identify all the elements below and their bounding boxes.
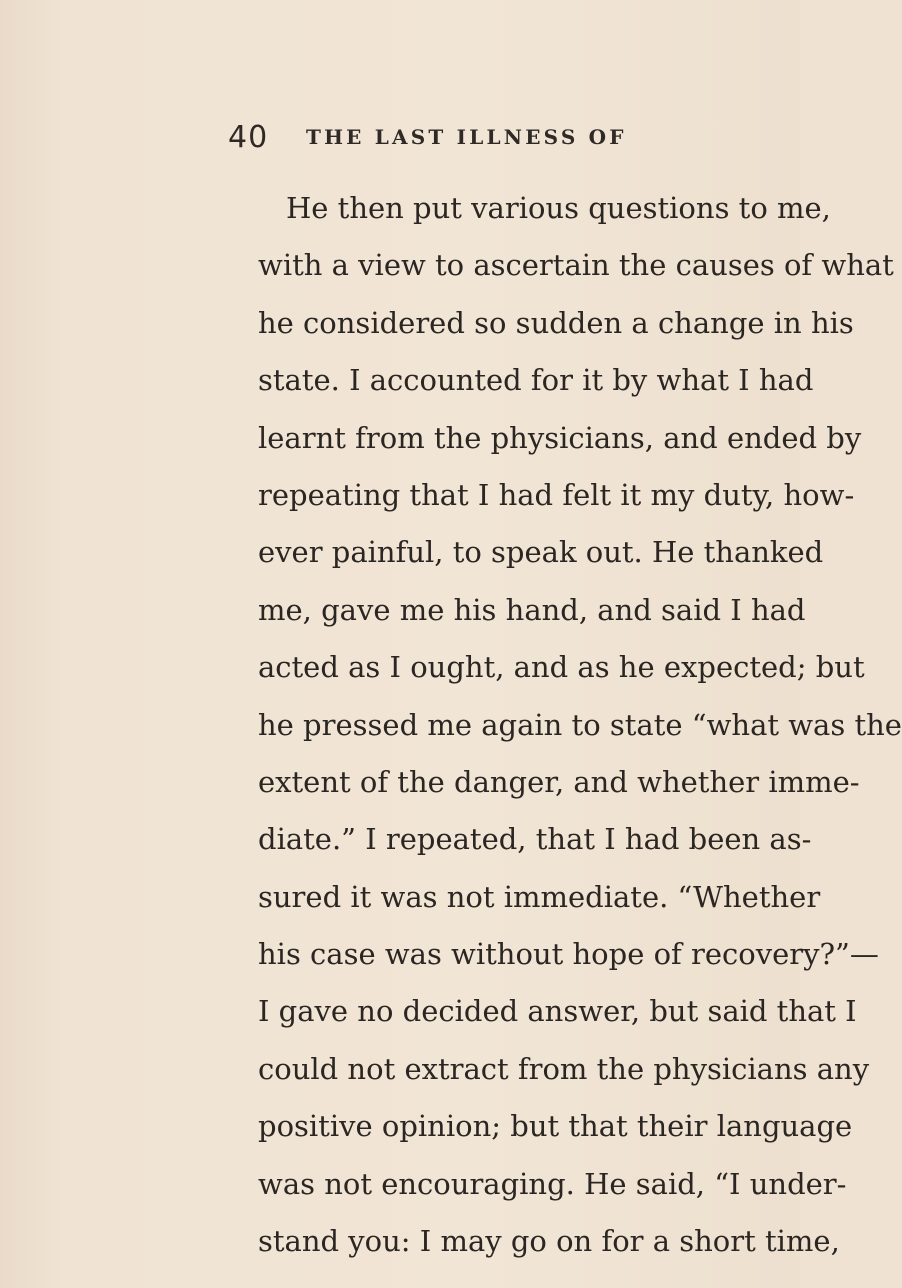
text-line: with a view to ascertain the causes of what [258,248,894,283]
text-line: learnt from the physicians, and ended by [258,420,862,455]
text-line: could not extract from the physicians any [258,1051,870,1086]
page-header [0,120,800,160]
text-line: he pressed me again to state “what was the [258,707,902,742]
text-line: me, gave me his hand, and said I had [258,592,806,627]
text-line: repeating that I had felt it my duty, how- [258,477,855,512]
text-line: acted as I ought, and as he expected; but [258,650,865,685]
text-line: his case was without hope of recovery?”— [258,937,879,972]
text-line: was not encouraging. He said, “I under- [258,1166,847,1201]
body-text [258,188,902,1278]
text-line: I gave no decided answer, but said that I [258,994,857,1029]
text-line: ever painful, to speak out. He thanked [258,535,824,570]
text-line: state. I accounted for it by what I had [258,363,814,398]
page-number: 40 [228,120,269,155]
text-line: he considered so sudden a change in his [258,305,854,340]
text-line: diate.” I repeated, that I had been as- [258,822,812,857]
text-line: extent of the danger, and whether imme- [258,764,860,799]
text-line: positive opinion; but that their language [258,1109,853,1144]
text-line: stand you: I may go on for a short time, [258,1224,840,1259]
text-line: sured it was not immediate. “Whether [258,879,821,914]
running-title: THE LAST ILLNESS OF [306,125,627,149]
text-line: He then put various questions to me, [286,191,831,225]
